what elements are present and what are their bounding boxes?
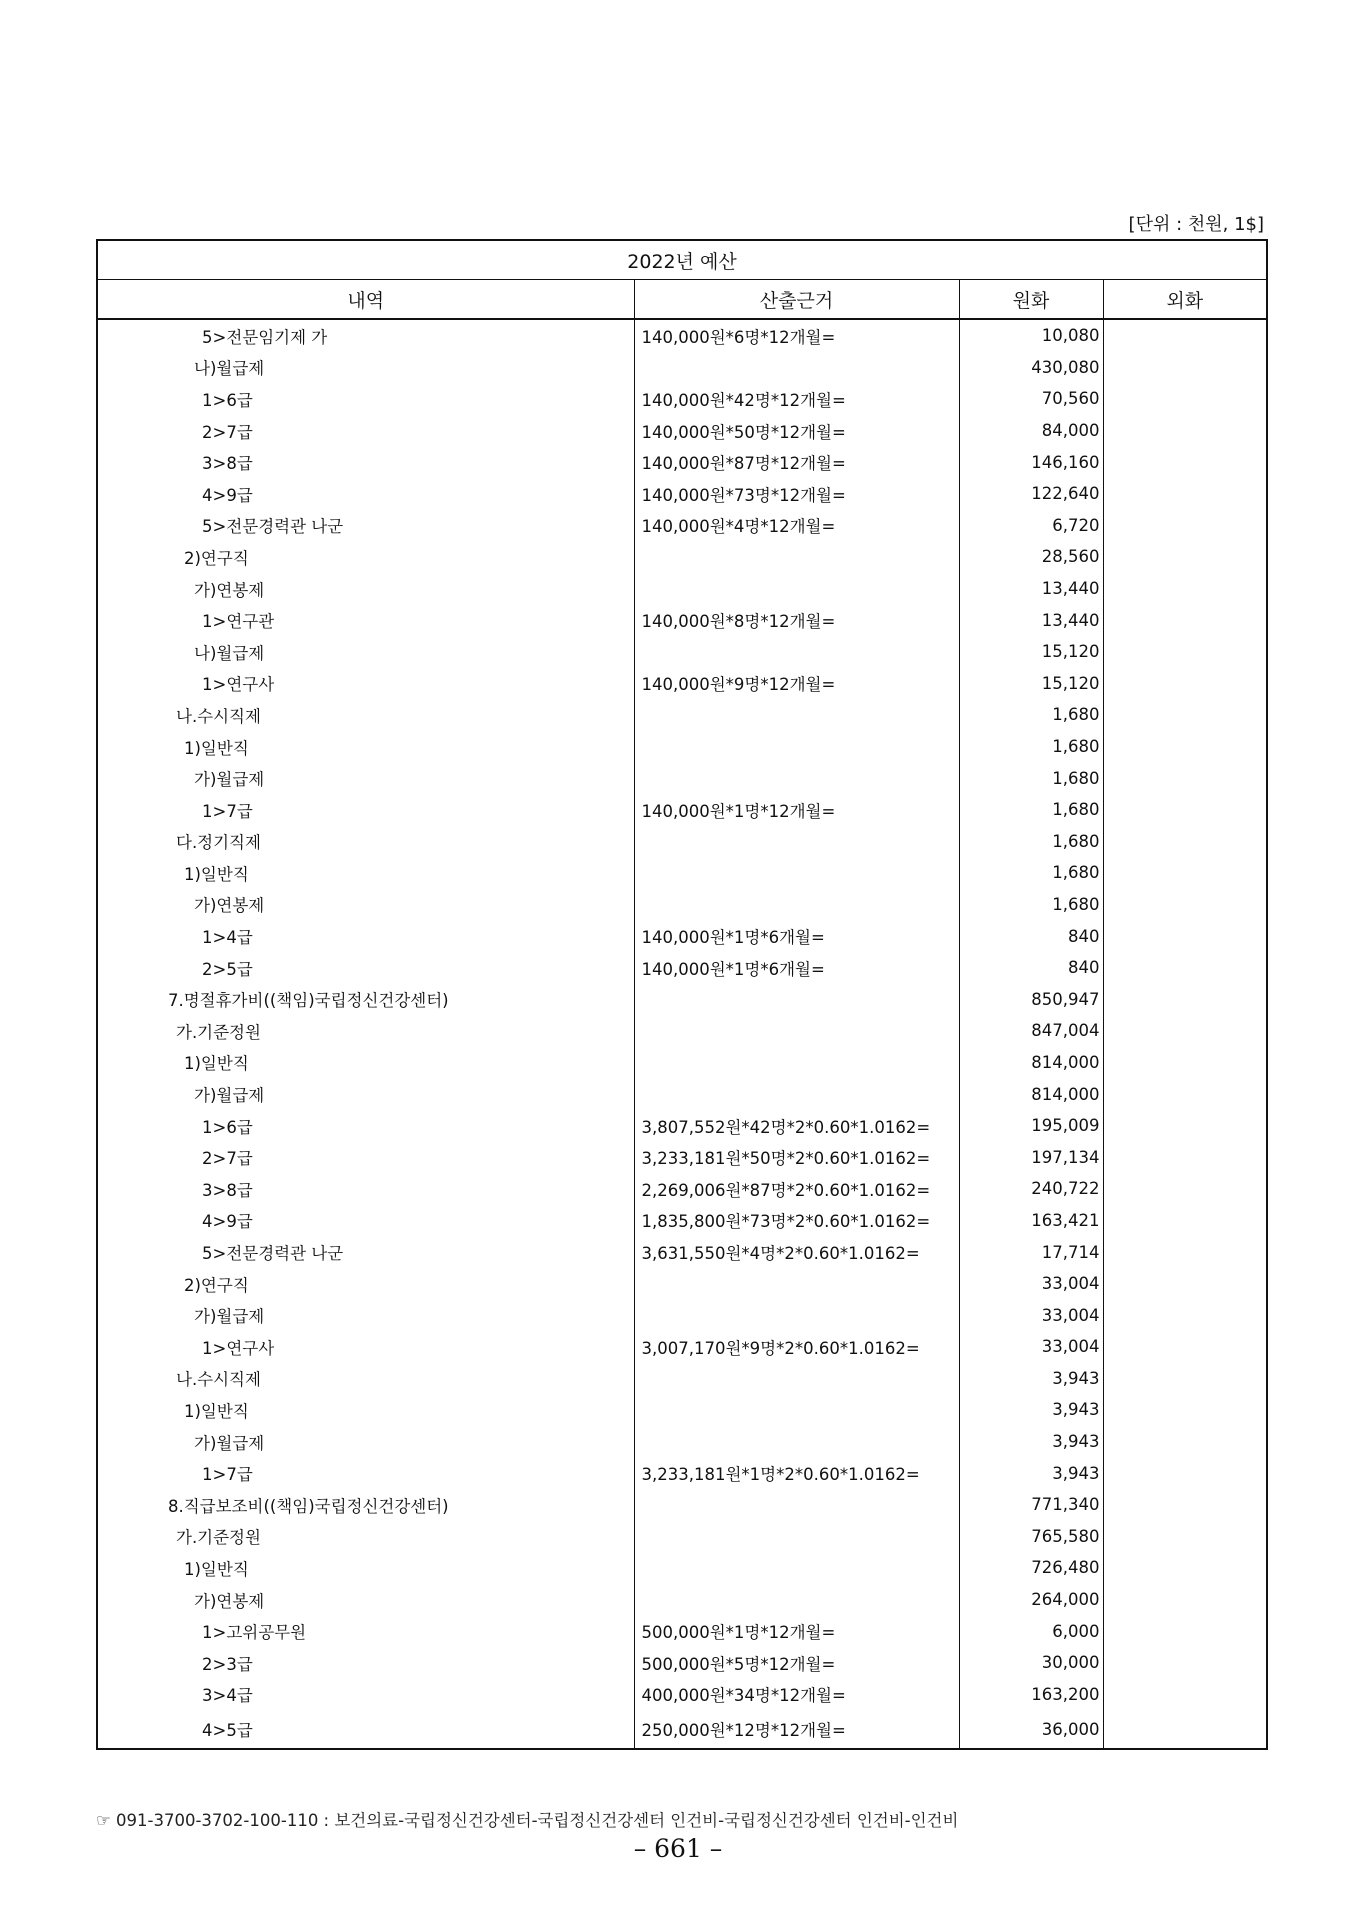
krw-amount-cell: 765,580 — [959, 1521, 1103, 1553]
item-cell: 2>7급 — [97, 1141, 634, 1173]
basis-cell: 500,000원*1명*12개월= — [634, 1615, 959, 1647]
krw-amount-cell: 847,004 — [959, 1015, 1103, 1047]
table-row — [97, 541, 1267, 573]
basis-cell — [634, 541, 959, 573]
krw-amount-cell: 3,943 — [959, 1426, 1103, 1458]
fx-amount-cell — [1103, 1679, 1267, 1711]
basis-cell: 140,000원*1명*6개월= — [634, 952, 959, 984]
fx-amount-cell — [1103, 1205, 1267, 1237]
item-cell: 3>8급 — [97, 1173, 634, 1205]
table-row — [97, 794, 1267, 826]
table-row — [97, 668, 1267, 700]
krw-amount-cell: 430,080 — [959, 352, 1103, 384]
krw-amount-cell: 840 — [959, 920, 1103, 952]
krw-amount-cell: 33,004 — [959, 1299, 1103, 1331]
item-cell: 1)일반직 — [97, 1552, 634, 1584]
table-row — [97, 1331, 1267, 1363]
table-row — [97, 1710, 1267, 1749]
table-row — [97, 1647, 1267, 1679]
fx-amount-cell — [1103, 1394, 1267, 1426]
krw-amount-cell: 13,440 — [959, 573, 1103, 605]
fx-amount-cell — [1103, 1710, 1267, 1749]
krw-amount-cell: 163,421 — [959, 1205, 1103, 1237]
fx-amount-cell — [1103, 446, 1267, 478]
account-code-footnote: ☞ 091-3700-3702-100-110 : 보건의료-국립정신건강센터-국립정신건강센터 인건비-국립정신건강센터 인건비-인건비 — [96, 1811, 959, 1830]
basis-cell: 1,835,800원*73명*2*0.60*1.0162= — [634, 1205, 959, 1237]
table-row — [97, 319, 1267, 352]
table-row — [97, 857, 1267, 889]
table-row — [97, 383, 1267, 415]
header-basis: 산출근거 — [634, 280, 959, 320]
krw-amount-cell: 6,000 — [959, 1615, 1103, 1647]
table-row — [97, 1552, 1267, 1584]
krw-amount-cell: 840 — [959, 952, 1103, 984]
basis-cell — [634, 1047, 959, 1079]
item-cell: 1)일반직 — [97, 1047, 634, 1079]
fx-amount-cell — [1103, 668, 1267, 700]
table-row — [97, 1363, 1267, 1395]
table-row — [97, 826, 1267, 858]
table-row — [97, 415, 1267, 447]
fx-amount-cell — [1103, 826, 1267, 858]
basis-cell: 140,000원*4명*12개월= — [634, 510, 959, 542]
fx-amount-cell — [1103, 383, 1267, 415]
basis-cell: 140,000원*6명*12개월= — [634, 319, 959, 352]
fx-amount-cell — [1103, 1047, 1267, 1079]
item-cell: 8.직급보조비((책임)국립정신건강센터) — [97, 1489, 634, 1521]
basis-cell: 3,007,170원*9명*2*0.60*1.0162= — [634, 1331, 959, 1363]
fx-amount-cell — [1103, 1299, 1267, 1331]
basis-cell: 140,000원*73명*12개월= — [634, 478, 959, 510]
fx-amount-cell — [1103, 1489, 1267, 1521]
krw-amount-cell: 3,943 — [959, 1457, 1103, 1489]
fx-amount-cell — [1103, 1268, 1267, 1300]
fx-amount-cell — [1103, 1331, 1267, 1363]
fx-amount-cell — [1103, 604, 1267, 636]
krw-amount-cell: 814,000 — [959, 1078, 1103, 1110]
basis-cell: 3,233,181원*1명*2*0.60*1.0162= — [634, 1457, 959, 1489]
fx-amount-cell — [1103, 541, 1267, 573]
krw-amount-cell: 771,340 — [959, 1489, 1103, 1521]
item-cell: 4>5급 — [97, 1710, 634, 1749]
table-row — [97, 1394, 1267, 1426]
fx-amount-cell — [1103, 731, 1267, 763]
item-cell: 나.수시직제 — [97, 1363, 634, 1395]
fx-amount-cell — [1103, 1173, 1267, 1205]
basis-cell: 3,631,550원*4명*2*0.60*1.0162= — [634, 1236, 959, 1268]
item-cell: 4>9급 — [97, 1205, 634, 1237]
basis-cell: 140,000원*42명*12개월= — [634, 383, 959, 415]
table-row — [97, 1141, 1267, 1173]
basis-cell: 140,000원*8명*12개월= — [634, 604, 959, 636]
basis-cell: 500,000원*5명*12개월= — [634, 1647, 959, 1679]
fx-amount-cell — [1103, 1521, 1267, 1553]
basis-cell — [634, 1078, 959, 1110]
item-cell: 가)월급제 — [97, 1426, 634, 1458]
table-row — [97, 983, 1267, 1015]
fx-amount-cell — [1103, 699, 1267, 731]
fx-amount-cell — [1103, 1141, 1267, 1173]
basis-cell — [634, 1015, 959, 1047]
krw-amount-cell: 15,120 — [959, 668, 1103, 700]
basis-cell — [634, 762, 959, 794]
basis-cell: 3,807,552원*42명*2*0.60*1.0162= — [634, 1110, 959, 1142]
fx-amount-cell — [1103, 352, 1267, 384]
item-cell: 가)연봉제 — [97, 573, 634, 605]
item-cell: 나.수시직제 — [97, 699, 634, 731]
table-row — [97, 920, 1267, 952]
item-cell: 1>7급 — [97, 794, 634, 826]
item-cell: 가)월급제 — [97, 762, 634, 794]
fx-amount-cell — [1103, 478, 1267, 510]
krw-amount-cell: 122,640 — [959, 478, 1103, 510]
item-cell: 4>9급 — [97, 478, 634, 510]
fx-amount-cell — [1103, 762, 1267, 794]
basis-cell — [634, 636, 959, 668]
table-row — [97, 1268, 1267, 1300]
basis-cell: 140,000원*87명*12개월= — [634, 446, 959, 478]
table-row — [97, 446, 1267, 478]
krw-amount-cell: 36,000 — [959, 1710, 1103, 1749]
fx-amount-cell — [1103, 889, 1267, 921]
item-cell: 나)월급제 — [97, 352, 634, 384]
header-krw: 원화 — [959, 280, 1103, 320]
table-row — [97, 1299, 1267, 1331]
fx-amount-cell — [1103, 1615, 1267, 1647]
krw-amount-cell: 3,943 — [959, 1363, 1103, 1395]
krw-amount-cell: 13,440 — [959, 604, 1103, 636]
table-row — [97, 1489, 1267, 1521]
fx-amount-cell — [1103, 1236, 1267, 1268]
basis-cell — [634, 1299, 959, 1331]
item-cell: 1>연구관 — [97, 604, 634, 636]
item-cell: 나)월급제 — [97, 636, 634, 668]
basis-cell — [634, 826, 959, 858]
krw-amount-cell: 17,714 — [959, 1236, 1103, 1268]
fx-amount-cell — [1103, 415, 1267, 447]
krw-amount-cell: 70,560 — [959, 383, 1103, 415]
table-row — [97, 1615, 1267, 1647]
table-row — [97, 889, 1267, 921]
krw-amount-cell: 3,943 — [959, 1394, 1103, 1426]
fx-amount-cell — [1103, 952, 1267, 984]
fx-amount-cell — [1103, 636, 1267, 668]
table-row — [97, 1426, 1267, 1458]
basis-cell — [634, 1584, 959, 1616]
krw-amount-cell: 1,680 — [959, 731, 1103, 763]
table-row — [97, 604, 1267, 636]
fx-amount-cell — [1103, 1584, 1267, 1616]
table-row — [97, 352, 1267, 384]
fx-amount-cell — [1103, 1363, 1267, 1395]
basis-cell: 3,233,181원*50명*2*0.60*1.0162= — [634, 1141, 959, 1173]
krw-amount-cell: 814,000 — [959, 1047, 1103, 1079]
krw-amount-cell: 163,200 — [959, 1679, 1103, 1711]
item-cell: 1)일반직 — [97, 1394, 634, 1426]
item-cell: 1>6급 — [97, 383, 634, 415]
krw-amount-cell: 10,080 — [959, 319, 1103, 352]
krw-amount-cell: 195,009 — [959, 1110, 1103, 1142]
item-cell: 가)연봉제 — [97, 1584, 634, 1616]
unit-note: [단위 : 천원, 1$] — [1128, 214, 1264, 235]
basis-cell — [634, 1552, 959, 1584]
page-number: – 661 – — [633, 1834, 723, 1863]
item-cell: 3>8급 — [97, 446, 634, 478]
item-cell: 1>고위공무원 — [97, 1615, 634, 1647]
table-row — [97, 1584, 1267, 1616]
basis-cell: 400,000원*34명*12개월= — [634, 1679, 959, 1711]
basis-cell: 140,000원*1명*6개월= — [634, 920, 959, 952]
fx-amount-cell — [1103, 1457, 1267, 1489]
krw-amount-cell: 84,000 — [959, 415, 1103, 447]
basis-cell — [634, 857, 959, 889]
header-fx: 외화 — [1103, 280, 1267, 320]
table-row — [97, 1078, 1267, 1110]
krw-amount-cell: 1,680 — [959, 857, 1103, 889]
table-row — [97, 478, 1267, 510]
item-cell: 2>3급 — [97, 1647, 634, 1679]
fx-amount-cell — [1103, 1552, 1267, 1584]
fx-amount-cell — [1103, 857, 1267, 889]
basis-cell — [634, 1521, 959, 1553]
table-row — [97, 699, 1267, 731]
item-cell: 5>전문경력관 나군 — [97, 1236, 634, 1268]
item-cell: 가.기준정원 — [97, 1521, 634, 1553]
item-cell: 1>6급 — [97, 1110, 634, 1142]
table-row — [97, 1205, 1267, 1237]
basis-cell: 140,000원*50명*12개월= — [634, 415, 959, 447]
basis-cell: 140,000원*1명*12개월= — [634, 794, 959, 826]
basis-cell — [634, 1426, 959, 1458]
basis-cell: 250,000원*12명*12개월= — [634, 1710, 959, 1749]
table-row — [97, 731, 1267, 763]
fx-amount-cell — [1103, 510, 1267, 542]
table-row — [97, 1521, 1267, 1553]
fx-amount-cell — [1103, 920, 1267, 952]
basis-cell — [634, 573, 959, 605]
fx-amount-cell — [1103, 1647, 1267, 1679]
item-cell: 가)월급제 — [97, 1078, 634, 1110]
table-row — [97, 1679, 1267, 1711]
krw-amount-cell: 1,680 — [959, 762, 1103, 794]
table-row — [97, 1457, 1267, 1489]
krw-amount-cell: 1,680 — [959, 889, 1103, 921]
basis-cell — [634, 889, 959, 921]
basis-cell — [634, 1394, 959, 1426]
table-row — [97, 762, 1267, 794]
table-row — [97, 1173, 1267, 1205]
item-cell: 3>4급 — [97, 1679, 634, 1711]
krw-amount-cell: 1,680 — [959, 826, 1103, 858]
item-cell: 5>전문경력관 나군 — [97, 510, 634, 542]
item-cell: 7.명절휴가비((책임)국립정신건강센터) — [97, 983, 634, 1015]
krw-amount-cell: 33,004 — [959, 1331, 1103, 1363]
krw-amount-cell: 264,000 — [959, 1584, 1103, 1616]
item-cell: 1>7급 — [97, 1457, 634, 1489]
table-title: 2022년 예산 — [97, 240, 1267, 280]
item-cell: 1>4급 — [97, 920, 634, 952]
item-cell: 2)연구직 — [97, 1268, 634, 1300]
basis-cell — [634, 1363, 959, 1395]
item-cell: 가)월급제 — [97, 1299, 634, 1331]
fx-amount-cell — [1103, 573, 1267, 605]
krw-amount-cell: 850,947 — [959, 983, 1103, 1015]
item-cell: 2>7급 — [97, 415, 634, 447]
table-row — [97, 952, 1267, 984]
krw-amount-cell: 146,160 — [959, 446, 1103, 478]
basis-cell — [634, 1489, 959, 1521]
fx-amount-cell — [1103, 983, 1267, 1015]
krw-amount-cell: 6,720 — [959, 510, 1103, 542]
item-cell: 1>연구사 — [97, 1331, 634, 1363]
basis-cell — [634, 983, 959, 1015]
basis-cell — [634, 1268, 959, 1300]
item-cell: 1)일반직 — [97, 731, 634, 763]
fx-amount-cell — [1103, 1426, 1267, 1458]
table-row — [97, 1015, 1267, 1047]
fx-amount-cell — [1103, 794, 1267, 826]
item-cell: 2)연구직 — [97, 541, 634, 573]
table-row — [97, 636, 1267, 668]
fx-amount-cell — [1103, 1078, 1267, 1110]
krw-amount-cell: 726,480 — [959, 1552, 1103, 1584]
table-row — [97, 1236, 1267, 1268]
fx-amount-cell — [1103, 319, 1267, 352]
fx-amount-cell — [1103, 1015, 1267, 1047]
item-cell: 가)연봉제 — [97, 889, 634, 921]
krw-amount-cell: 240,722 — [959, 1173, 1103, 1205]
krw-amount-cell: 1,680 — [959, 794, 1103, 826]
item-cell: 가.기준정원 — [97, 1015, 634, 1047]
krw-amount-cell: 33,004 — [959, 1268, 1103, 1300]
krw-amount-cell: 30,000 — [959, 1647, 1103, 1679]
krw-amount-cell: 28,560 — [959, 541, 1103, 573]
table-row — [97, 1047, 1267, 1079]
table-row — [97, 1110, 1267, 1142]
basis-cell — [634, 731, 959, 763]
basis-cell: 2,269,006원*87명*2*0.60*1.0162= — [634, 1173, 959, 1205]
table-row — [97, 573, 1267, 605]
basis-cell — [634, 699, 959, 731]
header-item: 내역 — [97, 280, 634, 320]
krw-amount-cell: 197,134 — [959, 1141, 1103, 1173]
table-row — [97, 510, 1267, 542]
krw-amount-cell: 15,120 — [959, 636, 1103, 668]
budget-table — [96, 239, 1268, 1750]
item-cell: 1>연구사 — [97, 668, 634, 700]
item-cell: 다.정기직제 — [97, 826, 634, 858]
krw-amount-cell: 1,680 — [959, 699, 1103, 731]
item-cell: 2>5급 — [97, 952, 634, 984]
item-cell: 5>전문임기제 가 — [97, 319, 634, 352]
table-body — [97, 319, 1267, 1749]
item-cell: 1)일반직 — [97, 857, 634, 889]
basis-cell: 140,000원*9명*12개월= — [634, 668, 959, 700]
fx-amount-cell — [1103, 1110, 1267, 1142]
basis-cell — [634, 352, 959, 384]
